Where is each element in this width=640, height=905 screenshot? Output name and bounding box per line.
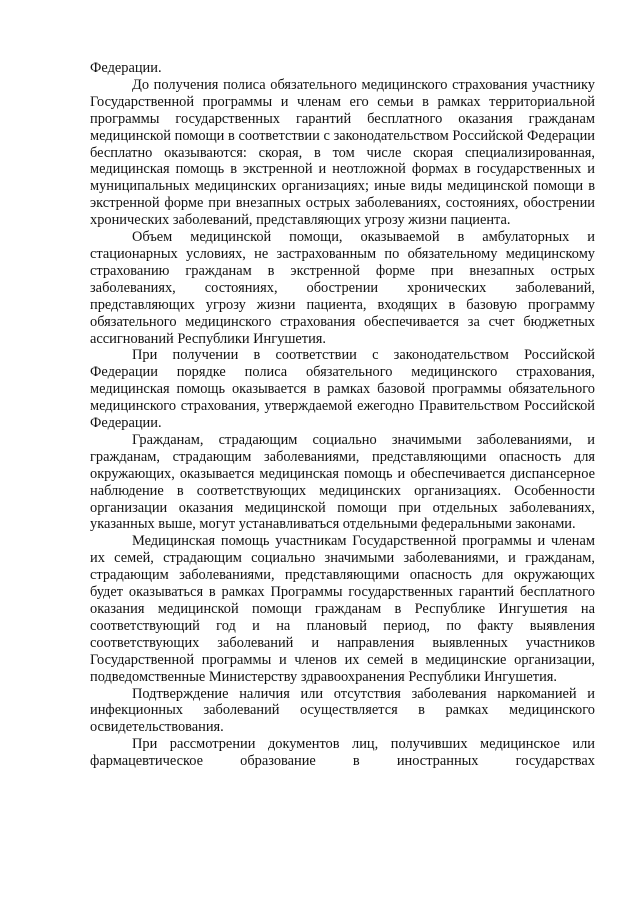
paragraph-program-participants: Медицинская помощь участникам Государственной программы и членам их семей, страдающим социально значимыми заболеваниями, и гражданам, страдающим заболеваниями, представляющими опасность для окружающих будет оказываться в рамках Программы государственных гарантий бесплатного оказания медицинской помощи гражданам в Республике Ингушетия на соответствующий год и на плановый период, по факту выявления соответствующих заболеваний и направления выявленных участников Государственной программы и членов их семей в медицинские организации, подведомственные Министерству здравоохранения Республики Ингушетия. (90, 533, 595, 685)
paragraph-care-volume: Объем медицинской помощи, оказываемой в амбулаторных и стационарных условиях, не застрахованным по обязательному медицинскому страхованию гражданам в экстренной форме при внезапных острых заболеваниях, состояниях, обострении хронических заболеваний, представляющих угрозу жизни пациента, входящих в базовую программу обязательного медицинского страхования обеспечивается за счет бюджетных ассигнований Республики Ингушетия. (90, 229, 595, 347)
paragraph-continuation: Федерации. (90, 60, 162, 76)
paragraph-foreign-education: При рассмотрении документов лиц, получивших медицинское или фармацевтическое образование в иностранных государствах (90, 736, 595, 770)
paragraph-basic-program: При получении в соответствии с законодательством Российской Федерации порядке полиса обязательного медицинского страхования, медицинская помощь оказывается в рамках базовой программы обязательного медицинского страхования, утверждаемой ежегодно Правительством Российской Федерации. (90, 347, 595, 432)
paragraph-socially-significant: Гражданам, страдающим социально значимыми заболеваниями, и гражданам, страдающим заболеваниями, представляющими опасность для окружающих, оказывается медицинская помощь и обеспечивается диспансерное наблюдение в соответствующих медицинских организациях. Особенности организации оказания медицинской помощи при отдельных заболеваниях, указанных выше, могут устанавливаться отдельными федеральными законами. (90, 431, 595, 533)
paragraph-insurance-policy: До получения полиса обязательного медицинского страхования участнику Государственной программы и членам его семьи в рамках территориальной программы государственных гарантий бесплатного оказания гражданам медицинской помощи в соответствии с законодательством Российской Федерации бесплатно оказываются: скорая, в том числе скорая специализированная, медицинская помощь в экстренной и неотложной формах в государственных и муниципальных медицинских организациях; иные виды медицинской помощи в экстренной форме при внезапных острых заболеваниях, состояниях, обострении хронических заболеваний, представляющих угрозу жизни пациента. (90, 76, 595, 229)
paragraph-medical-examination: Подтверждение наличия или отсутствия заболевания наркоманией и инфекционных заболеваний осуществляется в рамках медицинского освидетельствования. (90, 685, 595, 736)
document-page (90, 60, 595, 770)
